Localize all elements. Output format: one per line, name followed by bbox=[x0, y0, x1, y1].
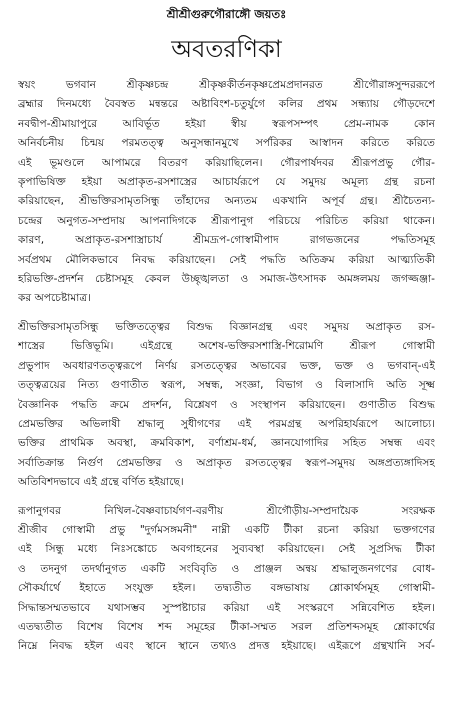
page-header: শ্রীশ্রীগুরুগৌরাঙ্গৌ জয়তঃ bbox=[166, 7, 287, 21]
text-line: প্রভুপাদ অবধারণতত্ত্বরূপে নির্ণয় রসতত্ত্বের অভাবের ভক্ত, ভক্ত ও ভগবান্-এই bbox=[18, 359, 435, 372]
text-line: অতিবিশদভাবে এই গ্রন্থে বর্ণিত হইয়াছে। bbox=[18, 476, 184, 489]
text-line: কারণ, অপ্রাকৃত-রসশাস্ত্রাচার্য শ্রীমদ্রূপ-গোস্বামীপাদ রাগভজনের পদ্ধতিসমূহ bbox=[18, 234, 435, 247]
text-line: রূপানুগবর নিখিল-বৈষ্ণবাচার্যগণ-বরণীয় শ্রীগৌড়ীয়-সম্প্রদায়ৈক সংরক্ষক bbox=[18, 504, 435, 517]
text-line: স্বয়ং ভগবান শ্রীকৃষ্ণচন্দ্র শ্রীকৃষ্ণকীর্তনকৃষ্ণপ্রেমপ্রদানরত শ্রীগৌরাঙ্গসুন্দররূপে bbox=[18, 79, 435, 91]
paragraph-2 bbox=[18, 318, 435, 493]
text-line: হরিভক্তি-প্রদর্শন চেষ্টাসমূহ কেবল উচ্ছৃঙ্খলতা ও সমাজ-উৎসাদক অমঙ্গলময় জগজ্জঞ্জা- bbox=[18, 273, 435, 286]
text-line: অনির্বচনীয় চিন্ময় পরমতত্ত্ব অনুসন্ধানমুখে সর্পরিকর আস্বাদন করিতে করিতে bbox=[18, 137, 435, 150]
text-line: সিদ্ধান্তসম্মতভাবে যথাসম্ভব সুস্পষ্টাচার করিয়া এই সংস্করণে সন্নিবেশিত হইল। bbox=[18, 601, 435, 614]
text-line: এই ভূমণ্ডলে আপামরে বিতরণ করিয়াছিলেন। গৌরপার্ষদবর শ্রীরূপপ্রভু গৌর- bbox=[18, 156, 435, 169]
paragraph-1 bbox=[18, 76, 435, 309]
page-title: অবতরণিকা bbox=[171, 35, 282, 63]
text-line: ব্রহ্মার দিনমধ্যে বৈবস্বত মন্বন্তরে অষ্টাবিংশ-চতুর্যুগে কলির প্রথম সন্ধ্যায় গৌড়দেশে bbox=[18, 98, 435, 111]
text-line: করিয়াছেন, শ্রীভক্তিরসামৃতসিন্ধু তাঁহাদের অন্যতম একখানি অপূর্ব গ্রন্থ। শ্রীচৈতন্য- bbox=[18, 195, 435, 208]
text-line: সৌকর্যার্থে ইহাতে সংযুক্ত হইল। তদ্ব্যতীত বঙ্গভাষায় শ্লোকার্থসমূহ গোস্বামী- bbox=[18, 582, 435, 595]
text-line: ভক্তির প্রাথমিক অবস্থা, ক্রমবিকাশ, বর্ণাশ্রম-ধর্ম, জ্ঞানযোগাদির সহিত সম্বন্ধ এবং bbox=[18, 437, 435, 450]
text-line: শাস্ত্রের ভিত্তিভূমি। এইগ্রন্থে অশেষ-ভক্তিরসশাস্ত্রি-শিরোমণি শ্রীরূপ গোস্বামী bbox=[18, 340, 435, 353]
text-line: শ্রীভক্তিরসামৃতসিন্ধু ভক্তিতত্ত্বের বিশুদ্ধ বিজ্ঞানগ্রন্থ এবং সমুদয় অপ্রাকৃত রস- bbox=[18, 320, 435, 333]
text-line: নবদ্বীপ-শ্রীমায়াপুরে আবির্ভূত হইয়া স্বীয় স্বরূপসম্পৎ প্রেম-নামক কোন bbox=[18, 117, 435, 130]
text-line: চন্দ্রের অনুগত-সম্প্রদায় আপনাদিগকে শ্রীরূপানুগ পরিচয়ে পরিচিত করিয়া থাকেন। bbox=[18, 214, 435, 227]
text-line: ও তদনুগ তদর্থানুগত একটি সংবিবৃতি ও প্রাঞ্জল অন্বয় শ্রদ্ধালুজনগণের বোধ- bbox=[18, 562, 435, 575]
text-line: সর্বপ্রথম মৌলিকভাবে নিবদ্ধ করিয়াছেন। সেই পদ্ধতি অতিক্রম করিয়া আত্ম্যতিকী bbox=[18, 253, 435, 266]
text-line: প্রেমভক্তির অভিলাষী শ্রদ্ধালু সুধীগণের এই পরমগ্রন্থ অপরিহার্যরূপে আলোচ্য। bbox=[18, 417, 435, 430]
text-line: কৃপাভিষিক্ত হইয়া অপ্রাকৃত-রসশাস্ত্রের আচার্যরূপে যে সমুদয় অমূল্য গ্রন্থ রচনা bbox=[18, 176, 435, 189]
text-line: এতদ্ব্যতীত বিশেষ বিশেষ শব্দ সমূহের টীকা-সম্মত সরল প্রতিশব্দসমূহ শ্লোকার্থের bbox=[18, 620, 435, 633]
text-line: কর অপচেষ্টামাত্র। bbox=[18, 292, 91, 305]
text-line: এই সিন্ধু মধ্যে নিঃসঙ্কোচে অবগাহনের সুব্যবস্থা করিয়াছেন। সেই সুপ্রসিদ্ধ টীকা bbox=[18, 543, 435, 556]
text-line: শ্রীজীব গোস্বামী প্রভু "দুর্গমসঙ্গমনী" নাম্নী একটি টীকা রচনা করিয়া ভক্তগণের bbox=[18, 523, 435, 536]
text-line: তত্ত্বত্রয়ের নিত্য গুণাতীত স্বরূপ, সম্বন্ধ, সংজ্ঞা, বিভাগ ও বিলাসাদি অতি সূক্ষ্ম bbox=[18, 379, 435, 392]
text-line: সর্বাতিক্রান্ত নির্গুণ প্রেমভক্তির ও অপ্রাকৃত রসতত্ত্বের স্বরূপ-সমুদয় অঙ্গপ্রত্যঙ্গাদিসহ bbox=[18, 456, 435, 469]
text-line: বৈজ্ঞানিক পদ্ধতি ক্রমে প্রদর্শন, বিশ্লেষণ ও সংস্থাপন করিয়াছেন। গুণাতীত বিশুদ্ধ bbox=[18, 398, 435, 411]
paragraph-3 bbox=[18, 502, 435, 657]
text-line: নিম্নে নিবদ্ধ হইল এবং স্থানে স্থানে তথ্যও প্রদত্ত হইয়াছে। এইরূপে গ্রন্থখানি সর্ব- bbox=[18, 640, 435, 653]
